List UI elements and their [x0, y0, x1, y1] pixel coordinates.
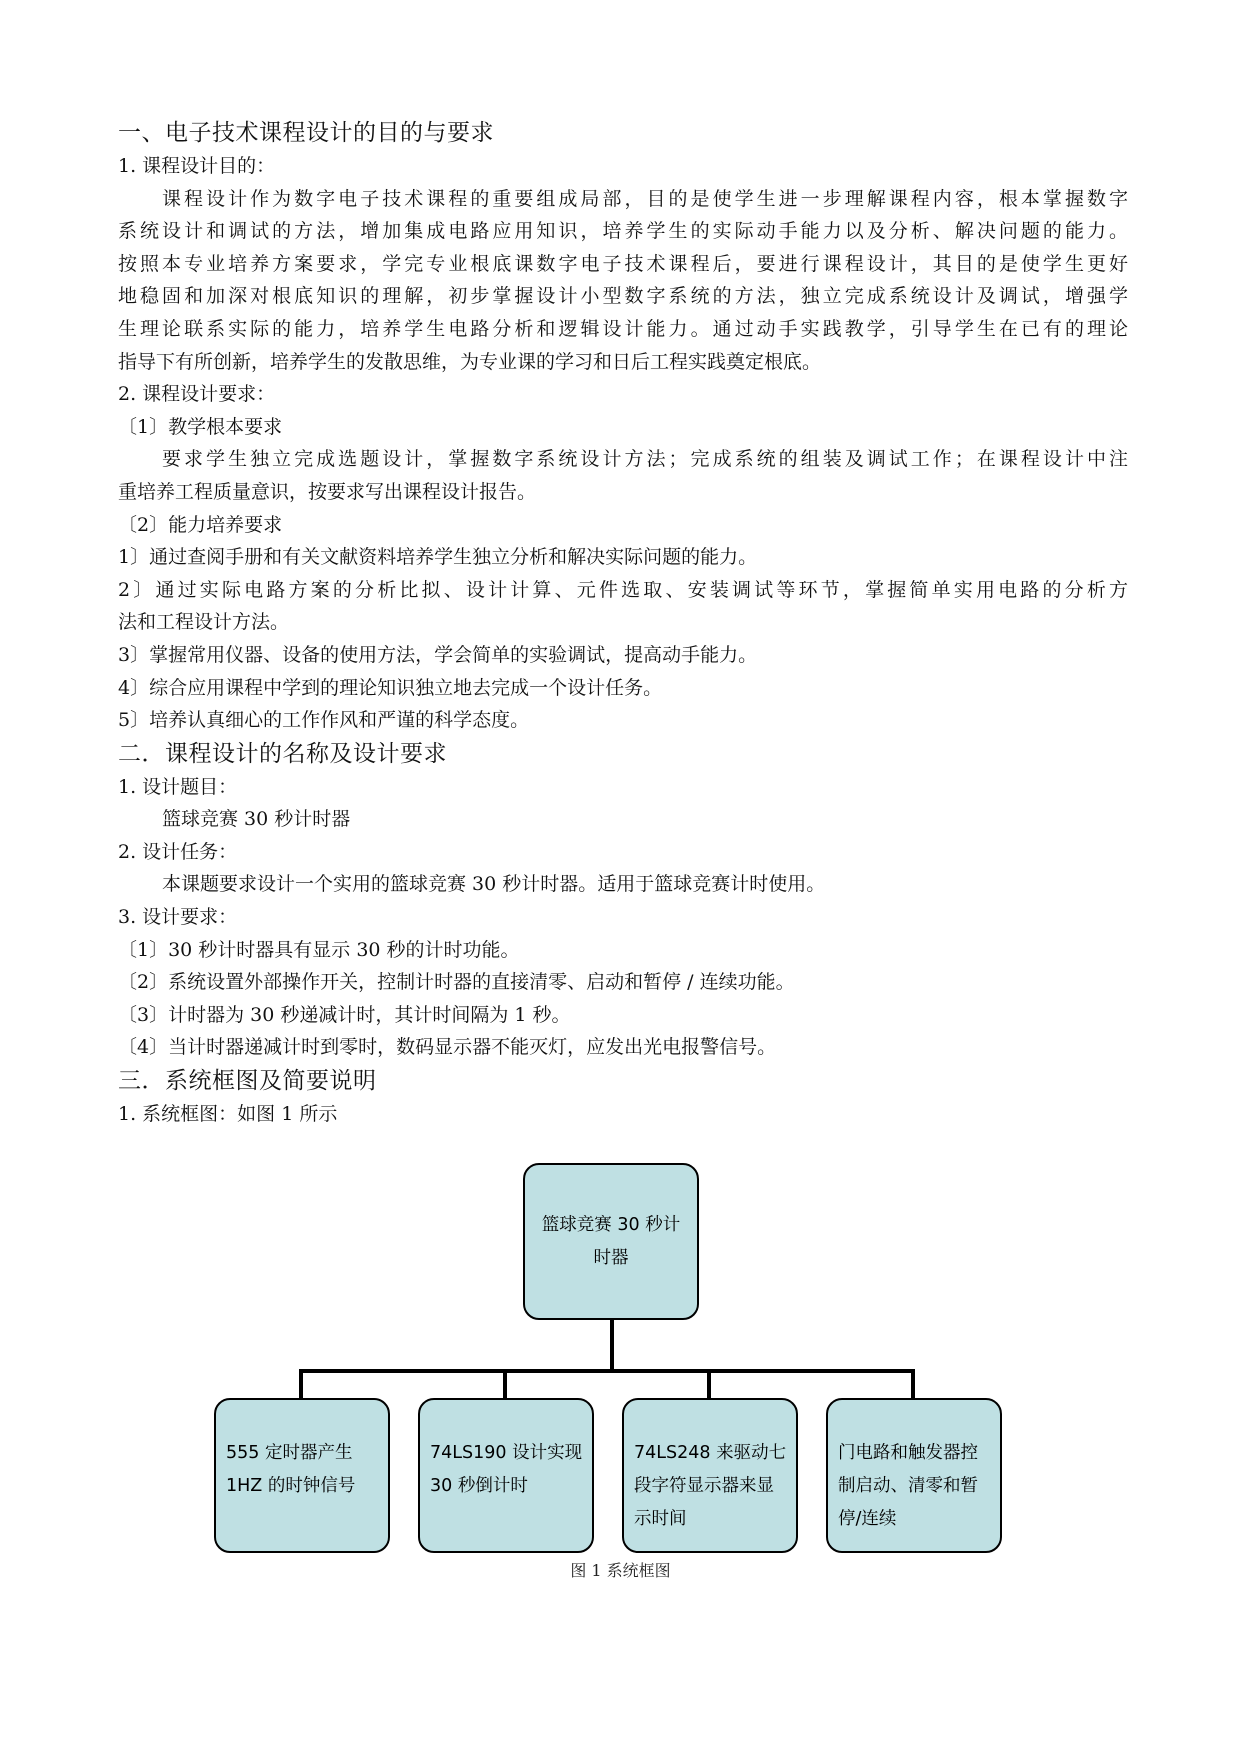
- root-block-timer: [523, 1163, 699, 1320]
- paragraph-line: 指导下有所创新，培养学生的发散思维，为专业课的学习和日后工程实践奠定根底。: [118, 350, 822, 373]
- list-item: 〔3〕计时器为 30 秒递减计时，其计时间隔为 1 秒。: [118, 1003, 571, 1026]
- block-line: 30 秒倒计时: [430, 1476, 528, 1496]
- section-heading-1: 一、电子技术课程设计的目的与要求: [118, 120, 494, 146]
- document-body: [118, 116, 1128, 1131]
- block-line: 示时间: [634, 1509, 687, 1529]
- paragraph-line: 〔1〕教学根本要求: [118, 415, 283, 438]
- block-line: 制启动、清零和暂: [838, 1476, 978, 1496]
- block-line: 74LS190 设计实现: [430, 1443, 583, 1463]
- connector-drop: [299, 1369, 303, 1399]
- root-block-line: 篮球竞赛 30 秒计: [541, 1214, 681, 1235]
- paragraph-line: 系统设计和调试的方法，增加集成电路应用知识，培养学生的实际动手能力以及分析、解决问题的能力。: [118, 220, 1128, 243]
- connector-drop: [503, 1369, 507, 1399]
- connector-drop: [911, 1369, 915, 1399]
- connector-drop: [707, 1369, 711, 1399]
- paragraph-line: 课程设计作为数字电子技术课程的重要组成局部，目的是使学生进一步理解课程内容，根本掌握数字: [162, 187, 1128, 210]
- paragraph-line: 生理论联系实际的能力，培养学生电路分析和逻辑设计能力。通过动手实践教学，引导学生在已有的理论: [118, 317, 1128, 340]
- paragraph-line: 1. 课程设计目的：: [118, 155, 276, 177]
- block-line: 门电路和触发器控: [838, 1443, 978, 1463]
- block-gate-control: [826, 1398, 1002, 1553]
- list-item: 1〕通过查阅手册和有关文献资料培养学生独立分析和解决实际问题的能力。: [118, 546, 758, 569]
- block-line: 74LS248 来驱动七: [634, 1443, 787, 1463]
- paragraph-line: 2. 设计任务：: [118, 840, 238, 863]
- block-555-clock: [214, 1398, 390, 1553]
- paragraph-line: 重培养工程质量意识，按要求写出课程设计报告。: [118, 480, 537, 503]
- paragraph-line: 3. 设计要求：: [118, 906, 238, 929]
- paragraph-line: 2. 课程设计要求：: [118, 383, 276, 406]
- paragraph-line: 地稳固和加深对根底知识的理解，初步掌握设计小型数字系统的方法，独立完成系统设计及调试，增强学: [118, 285, 1128, 308]
- list-item: 〔1〕30 秒计时器具有显示 30 秒的计时功能。: [118, 938, 520, 961]
- list-item: 法和工程设计方法。: [118, 611, 290, 634]
- paragraph-line: 1. 设计题目：: [118, 775, 238, 798]
- list-item: 3〕掌握常用仪器、设备的使用方法，学会简单的实验调试，提高动手能力。: [118, 643, 758, 666]
- section-heading-2: 二．课程设计的名称及设计要求: [118, 740, 447, 767]
- block-line: 555 定时器产生: [226, 1443, 353, 1463]
- list-item: 4〕综合应用课程中学到的理论知识独立地去完成一个设计任务。: [118, 676, 663, 699]
- section-heading-3: 三．系统框图及简要说明: [118, 1068, 377, 1095]
- block-line: 1HZ 的时钟信号: [226, 1476, 356, 1496]
- block-74ls248-display: [622, 1398, 798, 1553]
- root-block-line: 时器: [593, 1247, 629, 1268]
- paragraph-line: 按照本专业培养方案要求，学完专业根底课数字电子技术课程后，要进行课程设计，其目的是使学生更好: [118, 252, 1128, 275]
- block-74ls190-countdown: [418, 1398, 594, 1553]
- paragraph-line: 要求学生独立完成选题设计，掌握数字系统设计方法；完成系统的组装及调试工作；在课程设计中注: [162, 448, 1128, 471]
- list-item: 2〕通过实际电路方案的分析比拟、设计计算、元件选取、安装调试等环节，掌握简单实用电路的分析方: [118, 578, 1128, 601]
- list-item: 5〕培养认真细心的工作作风和严谨的科学态度。: [118, 709, 530, 732]
- block-line: 停/连续: [838, 1509, 897, 1529]
- list-item: 〔2〕系统设置外部操作开关，控制计时器的直接清零、启动和暂停 / 连续功能。: [118, 971, 795, 994]
- connector-bus: [299, 1369, 915, 1373]
- paragraph-line: 本课题要求设计一个实用的篮球竞赛 30 秒计时器。适用于篮球竞赛计时使用。: [162, 873, 826, 896]
- paragraph-line: 1. 系统框图：如图 1 所示: [118, 1103, 338, 1126]
- connector-trunk: [610, 1320, 614, 1371]
- paragraph-line: 〔2〕能力培养要求: [118, 513, 283, 536]
- paragraph-line: 篮球竞赛 30 秒计时器: [162, 808, 351, 831]
- block-line: 段字符显示器来显: [634, 1476, 774, 1496]
- list-item: 〔4〕当计时器递减计时到零时，数码显示器不能灭灯，应发出光电报警信号。: [118, 1036, 777, 1059]
- figure-caption: 图 1 系统框图: [570, 1561, 671, 1580]
